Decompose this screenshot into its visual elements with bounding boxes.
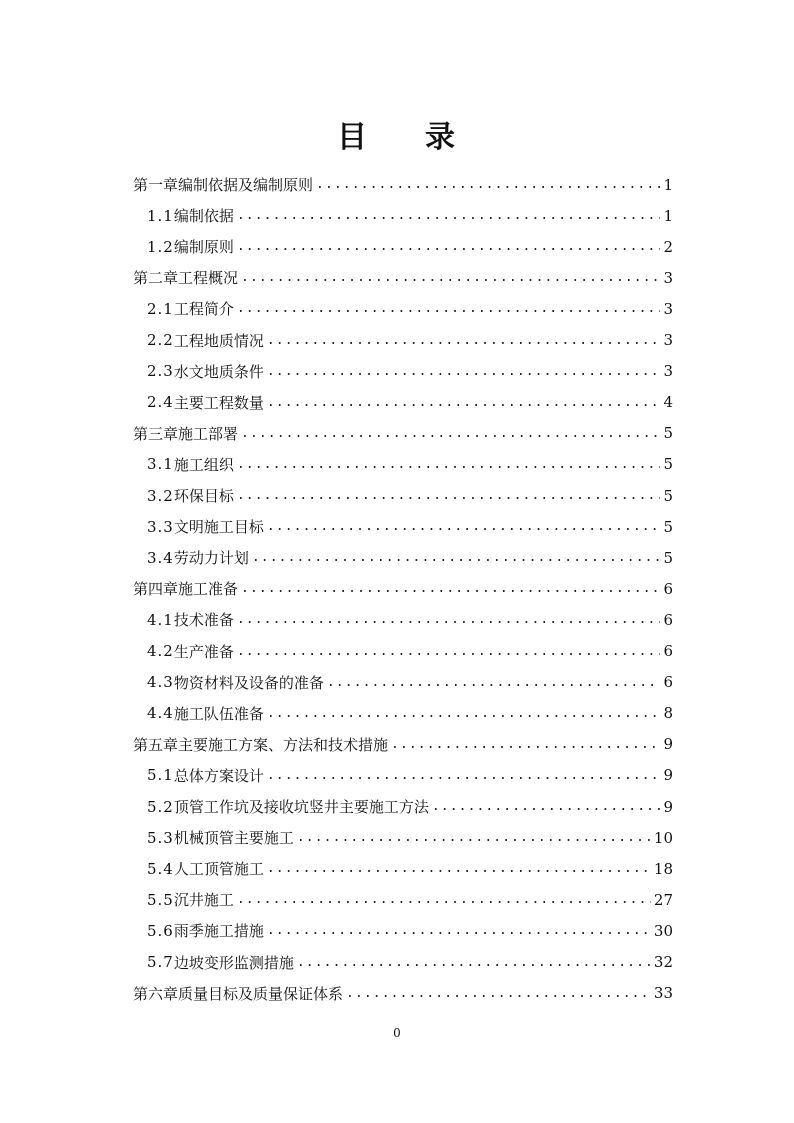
dot-leader (432, 799, 661, 814)
toc-section-entry[interactable] (147, 449, 673, 480)
toc-entry-number: 第六章 (133, 984, 179, 1003)
toc-section-entry[interactable] (147, 542, 673, 573)
toc-section-entry[interactable] (147, 760, 673, 791)
toc-entry-label: 技术准备 (173, 611, 234, 630)
toc-entry-page-number: 5 (663, 486, 673, 505)
toc-entry-label: 沉井施工 (173, 891, 234, 910)
dot-leader (237, 644, 661, 659)
toc-entry-number: 2.3 (147, 362, 174, 381)
toc-chapter-entry[interactable] (133, 418, 673, 449)
toc-entry-label: 水文地质条件 (173, 362, 264, 381)
toc-entry-label: 工程地质情况 (173, 331, 264, 350)
dot-leader (252, 550, 661, 565)
toc-section-entry[interactable] (147, 667, 673, 698)
toc-entry-page-number: 5 (663, 517, 673, 536)
toc-entry-number: 3.4 (147, 548, 174, 567)
toc-entry-label: 顶管工作坑及接收坑竖井主要施工方法 (173, 798, 429, 816)
toc-entry-label: 编制依据 (173, 207, 234, 226)
toc-entry-number: 第三章 (133, 424, 179, 443)
dot-leader (267, 706, 661, 721)
dot-leader (237, 892, 651, 907)
dot-leader (241, 581, 660, 596)
toc-entry-number: 5.2 (147, 797, 174, 816)
toc-entry-number: 2.1 (147, 299, 174, 318)
toc-entry-label: 边坡变形监测措施 (173, 953, 294, 972)
dot-leader (297, 830, 651, 845)
dot-leader (267, 333, 661, 348)
toc-entry-page-number: 9 (663, 766, 673, 785)
toc-entry-label: 工程概况 (178, 269, 239, 288)
dot-leader (267, 395, 661, 410)
toc-entry-label: 编制依据及编制原则 (178, 176, 314, 194)
dot-leader (267, 923, 651, 938)
toc-entry-label: 雨季施工措施 (173, 922, 264, 941)
toc-entry-label: 劳动力计划 (173, 549, 249, 568)
toc-entry-page-number: 30 (653, 921, 673, 940)
toc-entry-page-number: 9 (663, 797, 673, 816)
toc-entry-page-number: 6 (663, 579, 673, 598)
toc-entry-label: 质量目标及质量保证体系 (178, 984, 344, 1003)
dot-leader (237, 457, 661, 472)
toc-section-entry[interactable] (147, 511, 673, 542)
toc-entry-label: 主要施工方案、方法和技术措施 (178, 735, 389, 754)
toc-entry-label: 总体方案设计 (173, 766, 264, 785)
toc-entry-page-number: 3 (663, 268, 673, 287)
toc-entry-number: 第四章 (133, 580, 179, 599)
dot-leader (267, 519, 661, 534)
toc-entry-page-number: 8 (663, 704, 673, 723)
toc-chapter-entry[interactable] (133, 978, 673, 1009)
toc-entry-number: 5.5 (147, 890, 174, 909)
toc-entry-number: 5.1 (147, 766, 174, 785)
toc-entry-label: 生产准备 (173, 642, 234, 661)
toc-entry-page-number: 6 (663, 642, 673, 660)
toc-entry-number: 2.2 (147, 331, 174, 349)
toc-entry-page-number: 18 (653, 859, 673, 878)
dot-leader (237, 239, 661, 254)
toc-entry-label: 文明施工目标 (173, 518, 264, 537)
toc-entry-number: 3.2 (147, 486, 174, 505)
toc-entry-page-number: 5 (663, 455, 673, 474)
toc-entry-label: 物资材料及设备的准备 (173, 673, 324, 692)
toc-entry-label: 施工部署 (178, 424, 239, 443)
dot-leader (297, 955, 651, 970)
toc-section-entry[interactable] (147, 636, 673, 667)
toc-entry-label: 施工组织 (173, 455, 234, 474)
toc-section-entry[interactable] (147, 915, 673, 946)
dot-leader (267, 861, 651, 876)
toc-entry-number: 4.1 (147, 610, 174, 629)
toc-entry-page-number: 9 (663, 735, 673, 754)
toc-section-entry[interactable] (147, 356, 673, 387)
toc-entry-page-number: 5 (663, 424, 673, 443)
dot-leader (267, 364, 661, 379)
dot-leader (346, 986, 651, 1001)
toc-entry-number: 1.1 (147, 206, 174, 225)
toc-entry-page-number: 1 (663, 206, 673, 225)
toc-section-entry[interactable] (147, 791, 673, 822)
toc-entry-page-number: 32 (653, 953, 673, 971)
toc-section-entry[interactable] (147, 293, 673, 324)
toc-entry-page-number: 4 (663, 393, 673, 412)
title-char-2: 录 (425, 120, 457, 156)
toc-section-entry[interactable] (147, 947, 673, 978)
dot-leader (391, 737, 660, 752)
toc-entry-label: 主要工程数量 (173, 393, 264, 412)
title-char-1: 目 (337, 120, 369, 156)
toc-entry-number: 3.1 (147, 455, 174, 474)
toc-section-entry[interactable] (147, 231, 673, 262)
toc-entry-number: 第五章 (133, 735, 179, 754)
dot-leader (237, 612, 661, 627)
toc-entry-number: 第一章 (133, 176, 179, 194)
toc-entry-page-number: 6 (663, 673, 673, 692)
dot-leader (237, 208, 661, 223)
toc-entry-page-number: 5 (663, 548, 673, 567)
dot-leader (316, 177, 660, 192)
toc-section-entry[interactable] (147, 698, 673, 729)
toc-entry-number: 3.3 (147, 517, 174, 536)
toc-entry-page-number: 1 (663, 175, 673, 194)
page-number-footer: 0 (393, 1026, 401, 1040)
toc-entry-page-number: 3 (663, 299, 673, 318)
toc-entry-number: 5.4 (147, 859, 174, 878)
toc-entry-label: 机械顶管主要施工 (173, 829, 294, 848)
toc-entry-number: 2.4 (147, 393, 174, 412)
toc-entry-page-number: 33 (653, 984, 673, 1003)
toc-entry-label: 编制原则 (173, 238, 234, 257)
toc-entry-number: 1.2 (147, 237, 174, 256)
toc-entry-label: 工程简介 (173, 300, 234, 319)
toc-section-entry[interactable] (147, 200, 673, 231)
toc-chapter-entry[interactable] (133, 169, 673, 200)
toc-entry-page-number: 3 (663, 331, 673, 349)
toc-entry-page-number: 10 (653, 828, 673, 847)
toc-entry-page-number: 27 (653, 890, 673, 909)
toc-entry-page-number: 3 (663, 362, 673, 381)
toc-entry-number: 4.3 (147, 673, 174, 692)
toc-entry-label: 施工准备 (178, 580, 239, 599)
toc-chapter-entry[interactable] (133, 573, 673, 604)
toc-section-entry[interactable] (147, 480, 673, 511)
toc-entry-number: 5.3 (147, 828, 174, 847)
toc-section-entry[interactable] (147, 325, 673, 356)
toc-section-entry[interactable] (147, 853, 673, 884)
toc-entry-number: 5.7 (147, 953, 174, 971)
toc-entry-number: 4.2 (147, 642, 174, 660)
toc-entry-label: 施工队伍准备 (173, 704, 264, 723)
toc-section-entry[interactable] (147, 822, 673, 853)
page-title (0, 120, 794, 156)
dot-leader (267, 768, 661, 783)
toc-entry-page-number: 2 (663, 237, 673, 256)
toc-entry-number: 5.6 (147, 921, 174, 940)
dot-leader (241, 270, 660, 285)
dot-leader (241, 426, 660, 441)
toc-entry-label: 环保目标 (173, 487, 234, 505)
toc-chapter-entry[interactable] (133, 262, 673, 293)
toc-entry-number: 第二章 (133, 269, 179, 288)
dot-leader (327, 675, 661, 690)
toc-entry-label: 人工顶管施工 (173, 860, 264, 879)
dot-leader (237, 488, 661, 503)
toc-section-entry[interactable] (147, 604, 673, 635)
toc-entry-number: 4.4 (147, 704, 174, 723)
toc-entry-page-number: 6 (663, 610, 673, 629)
toc-section-entry[interactable] (147, 387, 673, 418)
toc-section-entry[interactable] (147, 884, 673, 915)
dot-leader (237, 301, 661, 316)
toc-chapter-entry[interactable] (133, 729, 673, 760)
